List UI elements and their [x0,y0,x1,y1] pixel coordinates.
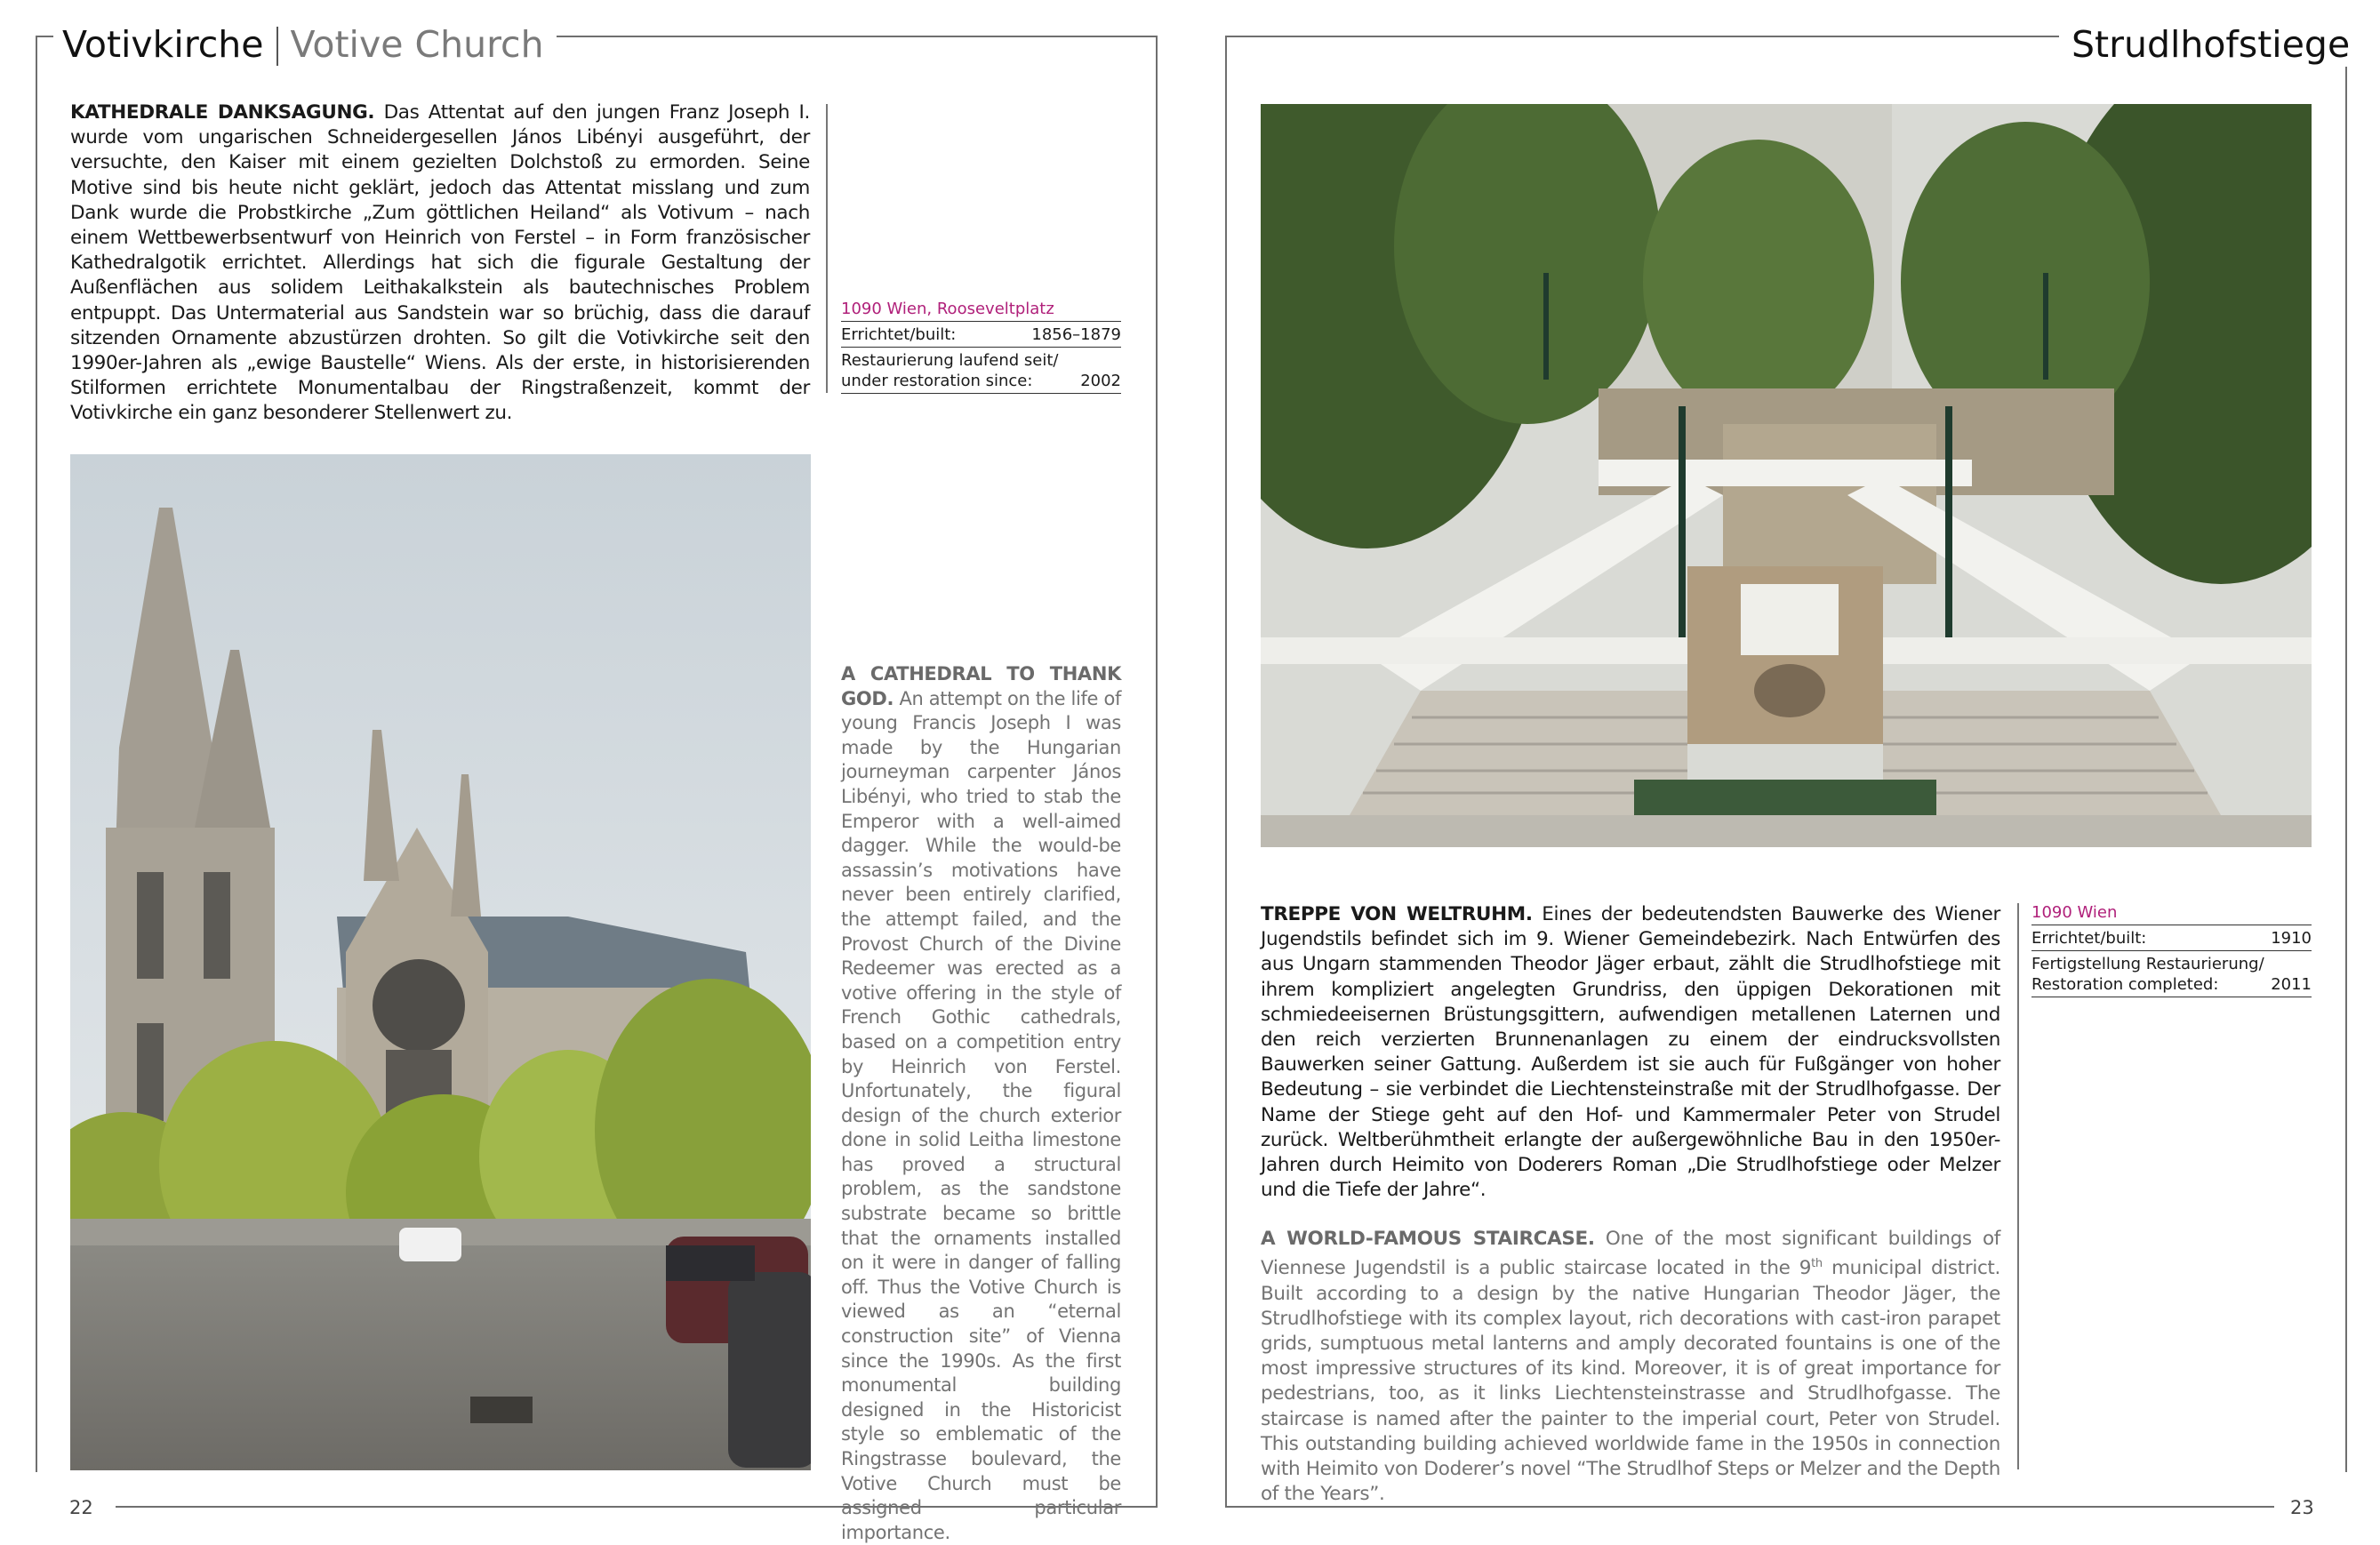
frame-right [1156,36,1158,1508]
staircase-illustration [1261,104,2312,847]
info-built-row [841,322,1121,348]
info-resto-label-2: under restoration since: [841,372,1033,390]
title-separator [276,27,278,66]
german-text [70,100,810,427]
info-resto-label-2-right: Restoration completed: [2031,975,2219,994]
info-address-right: 1090 Wien [2031,902,2312,925]
title-english: Votive Church [290,23,544,66]
page-number-right: 23 [2290,1497,2314,1518]
info-divider [826,104,828,393]
strudlhofstiege-photo [1261,104,2312,847]
church-illustration [70,454,811,1470]
info-box [841,299,1121,394]
english-sup: th [1811,1257,1823,1271]
german-text-right [1261,902,2000,1203]
frame-right-right [2345,36,2347,1472]
german-lead: KATHEDRALE DANKSAGUNG. [70,101,375,124]
page-title [53,23,557,69]
german-body-right: Eines der bedeutendsten Bauwerke des Wiener Jugendstils befindet sich im 9. Wiener Gemeindebezirk. Nach Entwürfen des aus Ungarn stammenden Theodor Jäger erbaut, zählt die Strudlhofstiege mit ihrem kompliziert angelegten Grundriss, den üppigen Dekorationen mit schmiedeeisernen Brüstungsgittern, aufwendigen metallenen Laternen und den reich verzierten Brunnenanlagen zu einem der eindrucksvollsten Bauwerken seiner Gattung. Außerdem ist sie auch für Fußgänger von hoher Bedeutung – sie verbindet die Liechtensteinstraße mit der Strudlhofgasse. Der Name der Stiege geht auf den Hof- und Kammermaler Peter von Strudel zurück. Weltberühmtheit erlangte der außergewöhnliche Bau in den 1950er-Jahren durch Heimito von Doderers Roman „Die Strudlhofstiege oder Melzer und die Tiefe der Jahre“. [1261,903,2000,1202]
english-text-right [1261,1227,2000,1507]
german-body: Das Attentat auf den jungen Franz Joseph I. wurde vom ungarischen Schneidergesellen János Libényi ausgeführt, der versuchte, den Kaiser mit einem gezielten Dolchstoß zu ermorden. Seine Motive sind bis heute nicht geklärt, jedoch das Attentat misslang und zum Dank wurde die Probstkirche „Zum göttlichen Heiland“ als Votivum – nach einem Wettbewerbsentwurf von Heinrich von Ferstel – in Form französischer Kathedralgotik errichtet. Allerdings hat sich die figurale Gestaltung der Außenflächen aus solidem Leithakalkstein als bautechnisches Problem entpuppt. Das Untermaterial aus Sandstein war so brüchig, dass die darauf sitzenden Ornamente abzustürzen drohten. So gilt die Votivkirche seit den 1990er-Jahren als „ewige Baustelle“ Wiens. Als der erste, in historisierenden Stilformen errichtete Monumentalbau der Ringstraßenzeit, kommt der Votivkirche ein ganz besonderer Stellenwert zu. [70,101,810,425]
title-german: Votivkirche [62,23,264,66]
english-lead: A CATHEDRAL TO THANK GOD. [841,663,1121,709]
english-body: An attempt on the life of young Francis Joseph I was made by the Hungarian journeyman carpenter János Libényi, who tried to stab the Emperor with a well-aimed dagger. While the would-be assassin’s motivations have never been entirely clarified, the attempt failed, and the Provost Church of the Divine Redeemer was erected as a votive offering in the style of French Gothic cathedrals, based on a competition entry by Heinrich von Ferstel. Unfortunately, the figural design of the church exterior done in solid Leitha limestone has proved a structural problem, as the sandstone substrate became so brittle that the ornaments installed on it were in danger of falling off. Thus the Votive Church is viewed as an “eternal construction site” of Vienna since the 1990s. As the first monumental building designed in the Historicist style so emblematic of the Ringstrasse boulevard, the Votive Church must be assigned particular importance. [841,687,1121,1543]
info-box-right [2031,902,2312,997]
info-address: 1090 Wien, Rooseveltplatz [841,299,1121,322]
info-divider-right [2017,903,2019,1469]
info-built-label-right: Errichtet/built: [2031,929,2147,948]
info-built-value-right: 1910 [2271,929,2312,948]
frame-left [36,36,37,1472]
info-built-row-right [2031,925,2312,951]
right-page [1190,0,2379,1540]
info-resto-label-1: Restaurierung laufend seit/ [841,351,1059,370]
title-strudlhofstiege: Strudlhofstiege [2071,23,2351,66]
german-lead-right: TREPPE VON WELTRUHM. [1261,903,1533,925]
info-resto-value-right: 2011 [2271,975,2312,994]
left-page [0,0,1190,1543]
votive-church-photo [70,454,811,1470]
english-text [841,662,1121,1545]
info-resto-label-1-right: Fertigstellung Restaurierung/ [2031,955,2264,973]
info-built-value: 1856–1879 [1031,325,1121,344]
frame-left-right [1225,36,1227,1508]
page-title-right [2059,23,2359,67]
info-resto-row-right [2031,951,2312,997]
english-lead-right: A WORLD-FAMOUS STAIRCASE. [1261,1228,1595,1250]
english-body-right-1: One of the most significant buildings of Viennese Jugendstil is a public staircase located in the 9 [1261,1228,2000,1280]
info-built-label: Errichtet/built: [841,325,957,344]
english-body-right-2: municipal district. Built according to a design by the native Hungarian Theodor Jäger, the Strudlhofstiege with its complex layout, rich decorations with cast-iron parapet grids, sumptuous metal lanterns and amply decorated fountains is one of the most impressive structures of its kind. Moreover, it is of great importance for pedestrians, too, as it links Liechtensteinstrasse and Strudlhofgasse. The staircase is named after the painter to the imperial court, Peter von Strudel. This outstanding building achieved worldwide fame in the 1950s in connection with Heimito von Doderer’s novel “The Strudlhof Steps or Melzer and the Depth of the Years”. [1261,1257,2000,1506]
info-resto-value: 2002 [1080,372,1121,390]
page-number-left: 22 [69,1497,93,1518]
info-resto-row [841,348,1121,394]
